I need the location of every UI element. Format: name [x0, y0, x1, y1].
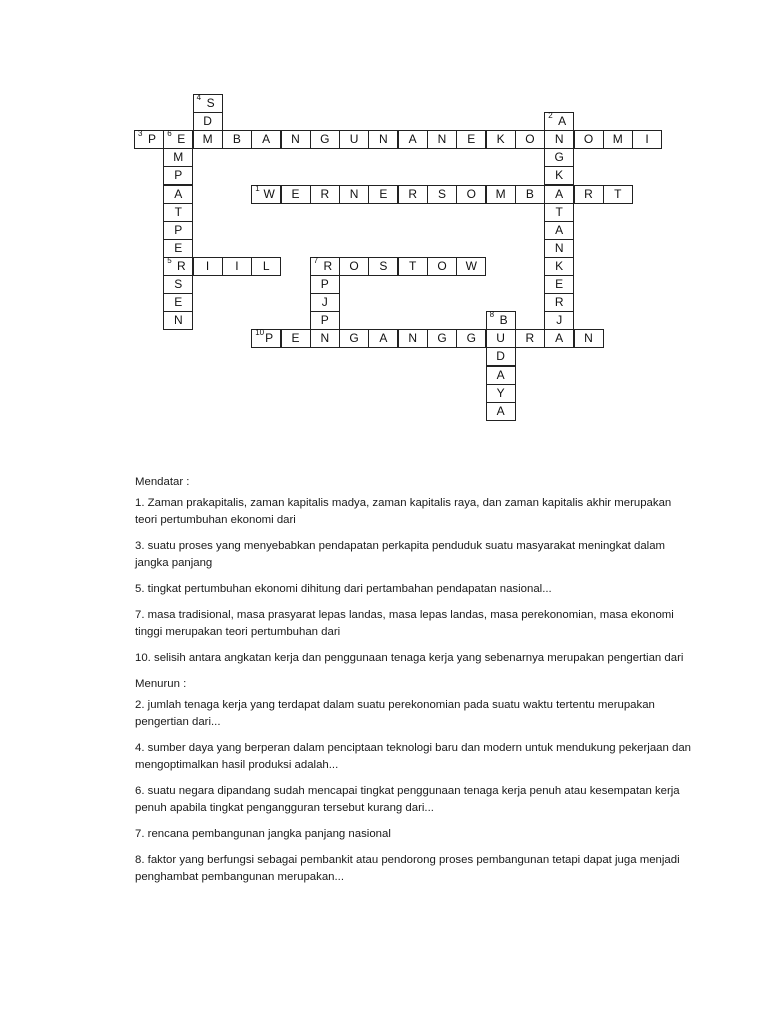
cell-letter: A [496, 403, 505, 418]
cell-letter: P [174, 168, 183, 183]
cell-letter: P [147, 132, 156, 147]
grid-cell [427, 130, 457, 149]
cell-letter: O [349, 258, 359, 273]
grid-cell [544, 311, 574, 330]
cell-letter: J [556, 313, 563, 328]
grid-cell [574, 130, 604, 149]
grid-cell [339, 257, 369, 276]
grid-cell [486, 185, 516, 204]
cell-letter: K [555, 258, 564, 273]
grid-cell [310, 311, 340, 330]
cell-letter: R [554, 295, 564, 310]
grid-cell [603, 130, 633, 149]
cell-letter: B [525, 186, 534, 201]
cell-letter: B [232, 132, 241, 147]
grid-cell [398, 329, 428, 348]
clue-number: 5 [167, 255, 172, 265]
cell-letter: P [320, 313, 329, 328]
cell-letter: A [555, 331, 564, 346]
grid-cell [163, 148, 193, 167]
grid-cell [339, 130, 369, 149]
cell-letter: P [265, 331, 274, 346]
grid-cell [456, 185, 486, 204]
grid-cell [193, 257, 223, 276]
cell-letter: G [437, 331, 447, 346]
grid-cell [544, 221, 574, 240]
grid-cell [398, 185, 428, 204]
cell-letter: N [437, 132, 447, 147]
grid-cell [310, 257, 340, 276]
grid-cell [193, 130, 223, 149]
grid-cell [574, 185, 604, 204]
cell-letter: O [466, 186, 476, 201]
cell-letter: N [379, 132, 388, 147]
cell-letter: N [554, 132, 564, 147]
grid-cell [515, 329, 545, 348]
clue-number: 6 [167, 129, 172, 139]
cell-letter: N [554, 240, 564, 255]
cell-letter: A [555, 222, 564, 237]
cell-letter: T [174, 204, 182, 219]
cell-letter: S [379, 258, 388, 273]
grid-cell [222, 257, 252, 276]
cell-letter: R [584, 186, 593, 201]
grid-cell [163, 293, 193, 312]
cell-letter: S [174, 277, 183, 291]
across-clue-10: 10. selisih antara angkatan kerja dan penggunaan tenaga kerja yang sebenarnya merupakan pengertian dari [135, 652, 684, 664]
cell-letter: R [320, 186, 330, 201]
clue-number: 1 [255, 183, 260, 193]
cell-letter: O [583, 132, 594, 147]
cell-letter: P [320, 277, 329, 291]
clue-number: 4 [196, 93, 202, 102]
grid-cell [251, 329, 281, 348]
grid-cell [281, 329, 311, 348]
grid-cell [222, 130, 252, 149]
grid-cell [163, 166, 193, 185]
cell-letter: M [202, 132, 213, 147]
cell-letter: B [499, 313, 508, 328]
cell-letter: U [349, 132, 359, 147]
grid-cell [310, 329, 340, 348]
grid-cell [427, 257, 457, 276]
grid-cell [456, 130, 486, 149]
grid-cell [486, 329, 516, 348]
across-heading: Mendatar : [135, 476, 190, 488]
clue-number: 2 [548, 111, 553, 121]
grid-cell [193, 112, 223, 131]
grid-cell [486, 311, 516, 330]
grid-cell [544, 166, 574, 185]
cell-letter: R [525, 331, 535, 346]
cell-letter: R [408, 186, 418, 201]
down-clue-6: 6. suatu negara dipandang sudah mencapai tingkat penggunaan tenaga kerja penuh atau kesempatan kerja penuh apabila tingkat pengangguran tersebut kurang dari... [135, 785, 680, 814]
grid-cell [281, 185, 311, 204]
grid-cell [398, 130, 428, 149]
grid-cell [544, 275, 574, 294]
grid-cell [163, 203, 193, 222]
cell-letter: G [320, 132, 330, 147]
cell-letter: G [554, 150, 564, 165]
across-clue-7: 7. masa tradisional, masa prasyarat lepas landas, masa lepas landas, masa perekonomian, masa ekonomi tinggi merupakan teori pertumbuhan dari [135, 609, 674, 638]
grid-cell [515, 185, 545, 204]
grid-cell [368, 329, 398, 348]
clue-number: 8 [489, 310, 495, 320]
grid-cell [544, 130, 574, 149]
cell-letter: E [467, 132, 476, 147]
cell-letter: E [291, 186, 300, 201]
cell-letter: S [437, 186, 446, 201]
cell-letter: A [496, 367, 505, 382]
cell-letter: U [496, 331, 505, 346]
grid-cell [574, 329, 604, 348]
grid-cell [544, 329, 574, 348]
cell-letter: N [584, 331, 593, 346]
cell-letter: I [645, 132, 649, 147]
grid-cell [134, 130, 164, 149]
cell-letter: T [555, 204, 563, 219]
down-heading: Menurun : [135, 678, 187, 690]
cell-letter: E [174, 295, 183, 310]
grid-cell [310, 293, 340, 312]
cell-letter: M [495, 186, 506, 201]
clue-number: 3 [138, 129, 143, 139]
cell-letter: D [203, 114, 212, 129]
cell-letter: N [349, 186, 359, 201]
cell-letter: Y [496, 385, 505, 400]
cell-letter: E [555, 277, 564, 291]
cell-letter: S [206, 96, 215, 110]
grid-cell [310, 185, 340, 204]
grid-cell [544, 185, 574, 204]
cell-letter: P [174, 222, 183, 237]
across-clue-5: 5. tingkat pertumbuhan ekonomi dihitung dari pertambahan pendapatan nasional... [135, 583, 552, 595]
grid-cell [368, 185, 398, 204]
grid-cell [193, 94, 223, 113]
cell-letter: A [262, 132, 271, 147]
cell-letter: A [174, 186, 183, 201]
grid-cell [398, 257, 428, 276]
grid-cell [163, 221, 193, 240]
grid-cell [544, 203, 574, 222]
grid-cell [163, 257, 193, 276]
grid-cell [486, 130, 516, 149]
grid-cell [456, 257, 486, 276]
cell-letter: D [496, 349, 505, 364]
cell-letter: A [558, 114, 567, 129]
across-clue-1: 1. Zaman prakapitalis, zaman kapitalis madya, zaman kapitalis raya, dan zaman kapitalis akhir merupakan teori pertumbuhan ekonomi dari [135, 497, 672, 526]
clue-list [135, 474, 695, 895]
cell-letter: L [262, 258, 270, 273]
grid-cell [251, 185, 281, 204]
cell-letter: E [379, 186, 388, 201]
cell-letter: K [496, 132, 505, 147]
cell-letter: J [321, 295, 328, 310]
grid-cell [544, 112, 574, 131]
down-clue-2: 2. jumlah tenaga kerja yang terdapat dalam suatu perekonomian pada suatu waktu tertentu merupakan pengertian dari... [135, 699, 655, 728]
grid-cell [339, 329, 369, 348]
cell-letter: E [177, 132, 186, 147]
cell-letter: O [525, 132, 535, 147]
grid-cell [339, 185, 369, 204]
cell-letter: E [174, 240, 183, 255]
grid-cell [544, 148, 574, 167]
grid-cell [632, 130, 662, 149]
grid-cell [368, 257, 398, 276]
down-clue-8: 8. faktor yang berfungsi sebagai pembankit atau pendorong proses pembangunan tetapi dapat juga menjadi penghambat pembangunan merupakan... [135, 854, 680, 883]
grid-cell [486, 402, 516, 421]
grid-cell [163, 130, 193, 149]
grid-cell [368, 130, 398, 149]
grid-cell [163, 311, 193, 330]
grid-cell [427, 329, 457, 348]
grid-cell [486, 366, 516, 385]
grid-cell [163, 275, 193, 294]
clue-number: 7 [313, 255, 319, 265]
cell-letter: W [465, 258, 477, 273]
grid-cell [515, 130, 545, 149]
grid-cell [281, 130, 311, 149]
cell-letter: K [555, 168, 564, 183]
grid-cell [544, 239, 574, 258]
across-clue-3: 3. suatu proses yang menyebabkan pendapatan perkapita penduduk suatu masyarakat meningkat dalam jangka panjang [135, 540, 666, 569]
grid-cell [486, 347, 516, 366]
cell-letter: G [349, 331, 359, 346]
grid-cell [486, 384, 516, 403]
cell-letter: N [173, 313, 183, 328]
cell-letter: O [437, 258, 447, 273]
grid-cell [456, 329, 486, 348]
cell-letter: M [173, 150, 184, 165]
cell-letter: T [614, 186, 622, 201]
grid-cell [251, 130, 281, 149]
cell-letter: N [291, 132, 300, 147]
cell-letter: N [408, 331, 418, 346]
down-clue-7: 7. rencana pembangunan jangka panjang nasional [135, 828, 391, 840]
cell-letter: G [466, 331, 476, 346]
cell-letter: I [205, 258, 210, 273]
grid-cell [603, 185, 633, 204]
cell-letter: A [379, 331, 388, 346]
grid-cell [544, 293, 574, 312]
cell-letter: A [408, 132, 417, 147]
grid-cell [427, 185, 457, 204]
grid-cell [163, 185, 193, 204]
cell-letter: R [176, 258, 186, 273]
grid-cell [310, 275, 340, 294]
grid-cell [544, 257, 574, 276]
cell-letter: A [555, 186, 564, 201]
crossword-grid [0, 0, 768, 440]
cell-letter: N [320, 331, 330, 346]
cell-letter: T [409, 258, 417, 273]
down-clue-4: 4. sumber daya yang berperan dalam penciptaan teknologi baru dan modern untuk mendukung pekerjaan dan mengoptimalkan hasil produksi adalah... [135, 742, 691, 771]
cell-letter: I [235, 258, 239, 273]
clue-number: 10 [255, 328, 265, 338]
cell-letter: E [291, 331, 300, 346]
cell-letter: R [323, 258, 333, 273]
cell-letter: W [263, 186, 275, 201]
grid-cell [251, 257, 281, 276]
grid-cell [310, 130, 340, 149]
cell-letter: M [612, 132, 623, 147]
